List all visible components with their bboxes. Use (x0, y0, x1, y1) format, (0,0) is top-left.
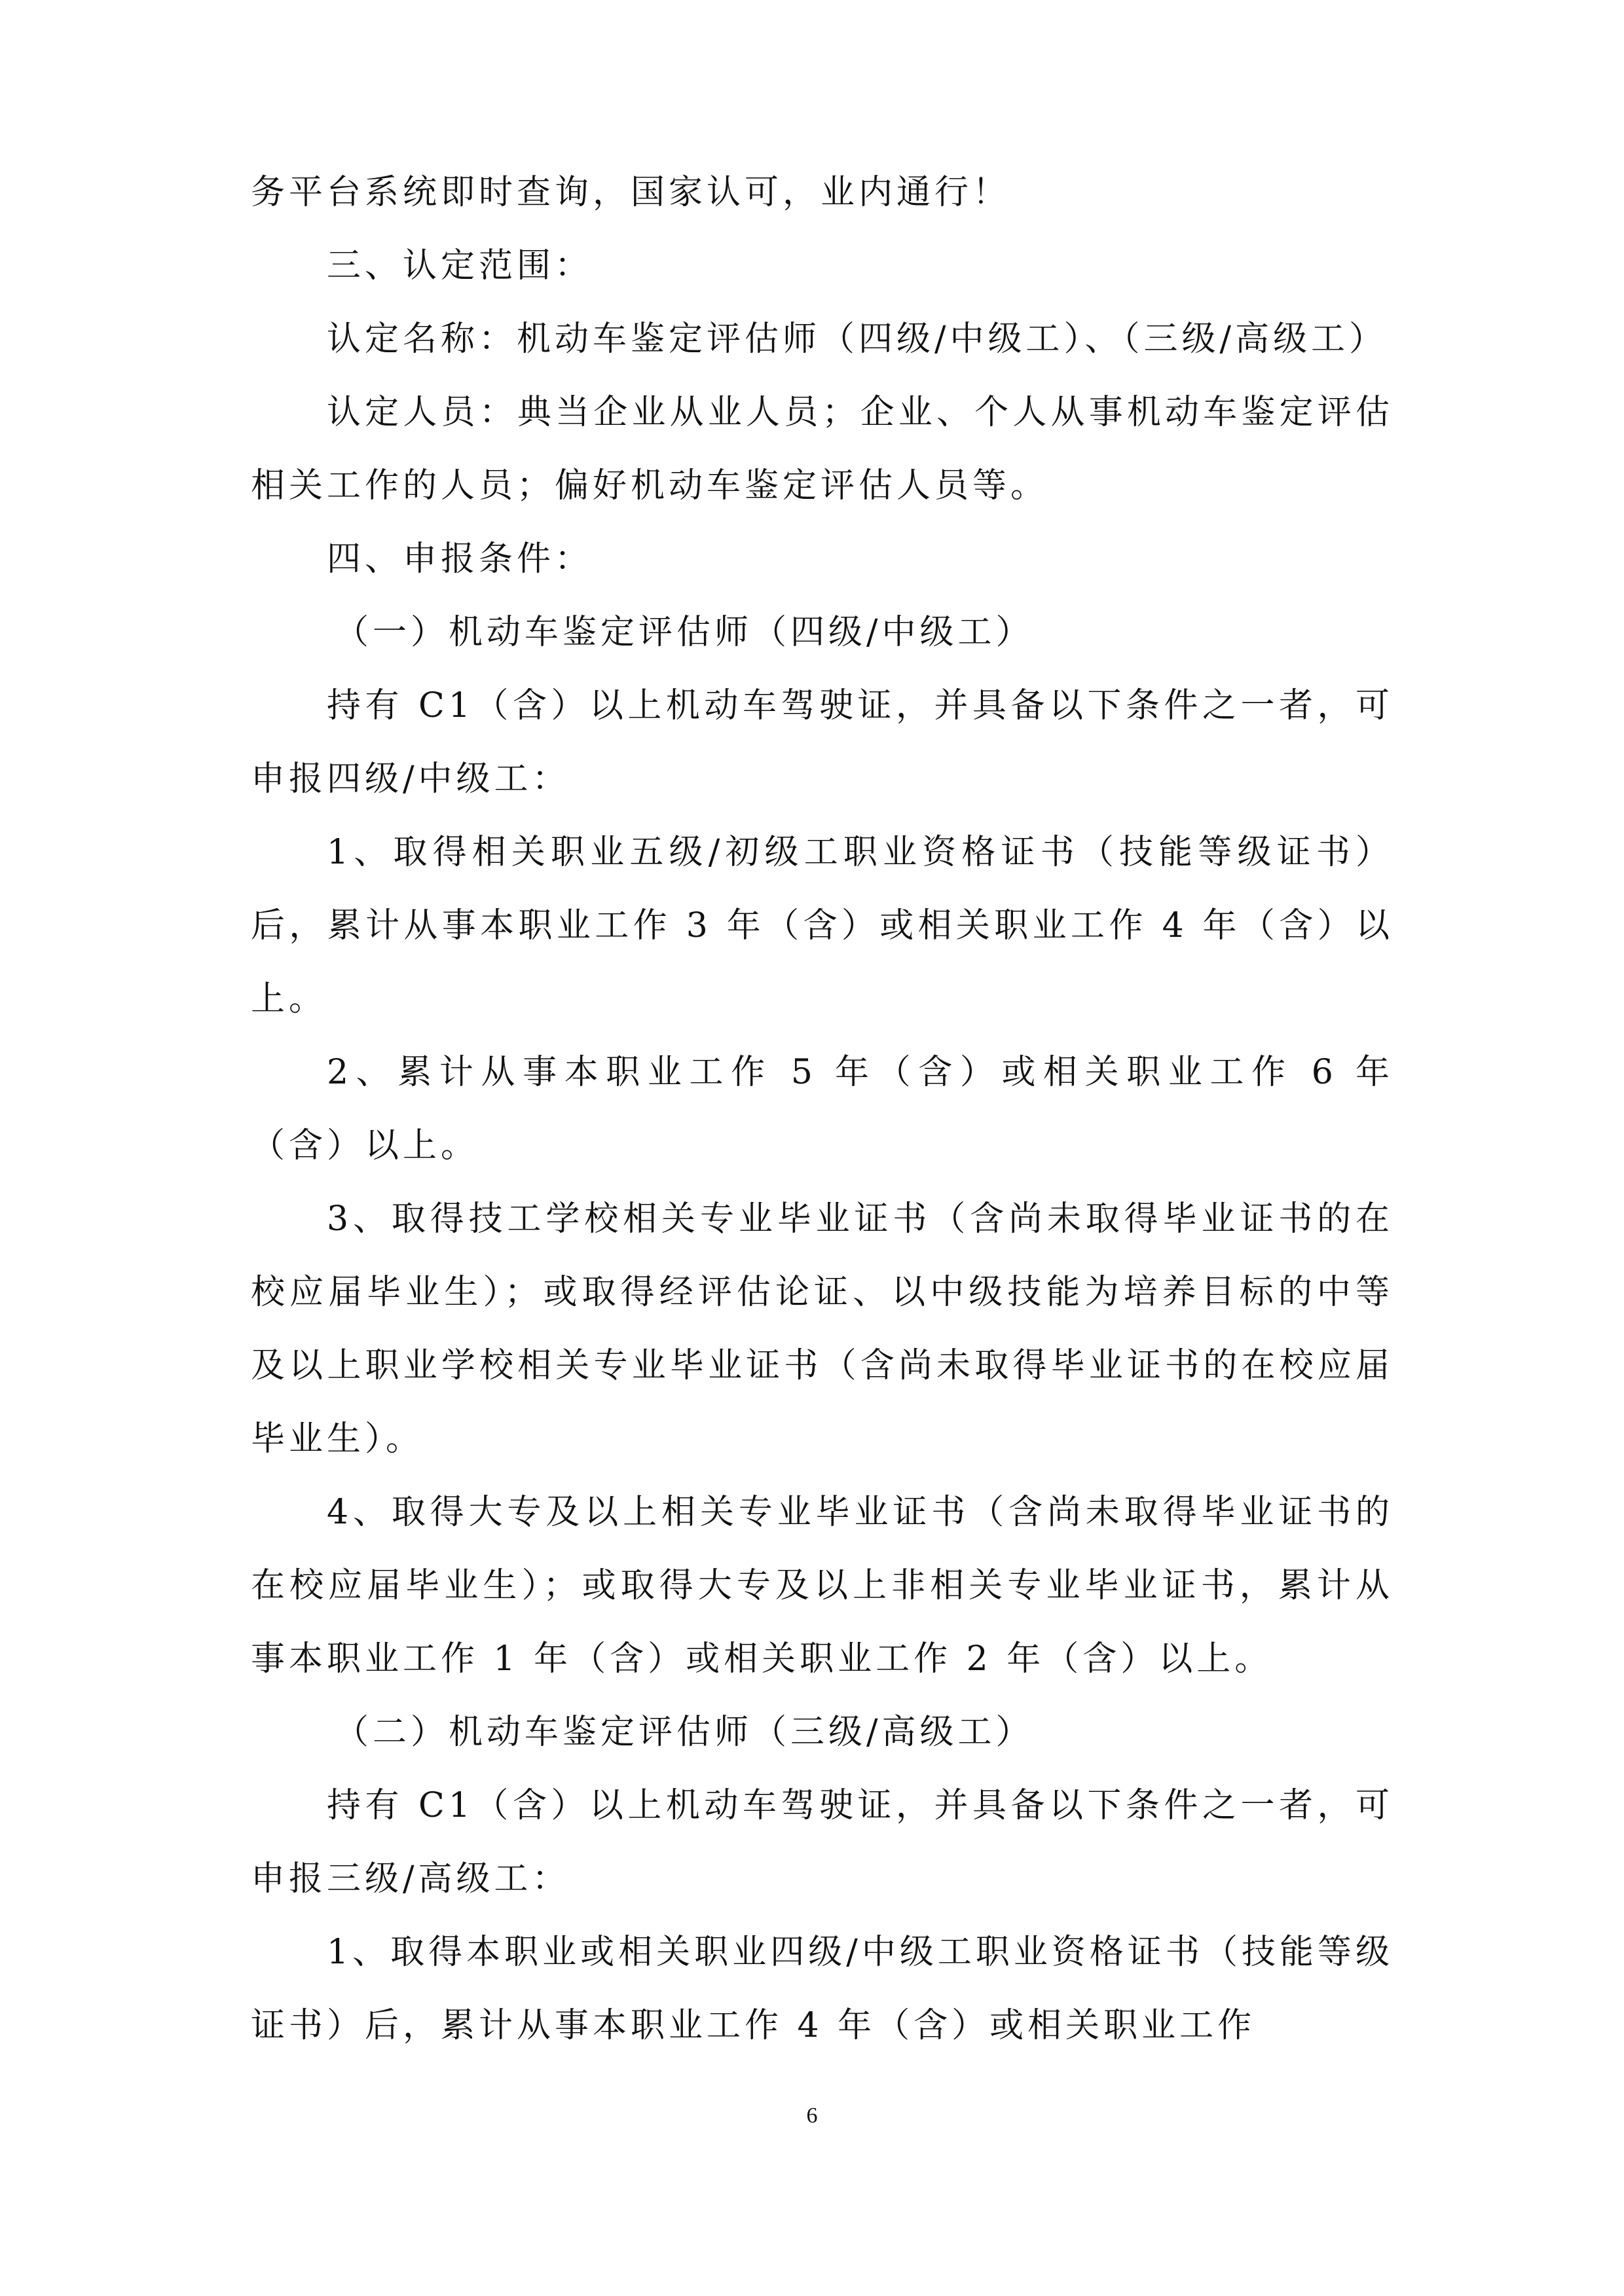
list-item-level-four-3: 3、取得技工学校相关专业毕业证书（含尚未取得毕业证书的在校应届毕业生）；或取得经评估论证、以中级技能为培养目标的中等及以上职业学校相关专业毕业证书（含尚未取得毕业证书的在校应届毕业生）。 (251, 1199, 1393, 1459)
paragraph-continuation: 务平台系统即时查询，国家认可，业内通行！ (251, 173, 1011, 212)
subheading-level-four: （一）机动车鉴定评估师（四级/中级工） (335, 613, 1034, 652)
list-item-level-three-1: 1、取得本职业或相关职业四级/中级工职业资格证书（技能等级证书）后，累计从事本职业工作 4 年（含）或相关职业工作 (251, 1933, 1393, 2045)
subheading-level-three: （二）机动车鉴定评估师（三级/高级工） (335, 1713, 1034, 1752)
paragraph-certification-personnel: 认定人员：典当企业从业人员；企业、个人从事机动车鉴定评估相关工作的人员；偏好机动车鉴定评估人员等。 (251, 393, 1393, 505)
section-heading-requirements: 四、申报条件： (327, 539, 593, 579)
list-item-level-four-2: 2、累计从事本职业工作 5 年（含）或相关职业工作 6 年（含）以上。 (251, 1053, 1393, 1165)
document-body (251, 156, 1393, 2062)
list-item-level-four-1: 1、取得相关职业五级/初级工职业资格证书（技能等级证书）后，累计从事本职业工作 3 年（含）或相关职业工作 4 年（含）以上。 (251, 833, 1393, 1019)
list-item-level-four-4: 4、取得大专及以上相关专业毕业证书（含尚未取得毕业证书的在校应届毕业生）；或取得大专及以上非相关专业毕业证书，累计从事本职业工作 1 年（含）或相关职业工作 2 年（含）以上。 (251, 1493, 1393, 1679)
page-number: 6 (806, 2104, 818, 2128)
paragraph-certification-name: 认定名称：机动车鉴定评估师（四级/中级工）、（三级/高级工） (327, 319, 1388, 359)
paragraph-level-three-intro: 持有 C1（含）以上机动车驾驶证，并具备以下条件之一者，可申报三级/高级工： (251, 1786, 1393, 1899)
paragraph-level-four-intro: 持有 C1（含）以上机动车驾驶证，并具备以下条件之一者，可申报四级/中级工： (251, 686, 1393, 799)
section-heading-scope: 三、认定范围： (327, 246, 593, 285)
